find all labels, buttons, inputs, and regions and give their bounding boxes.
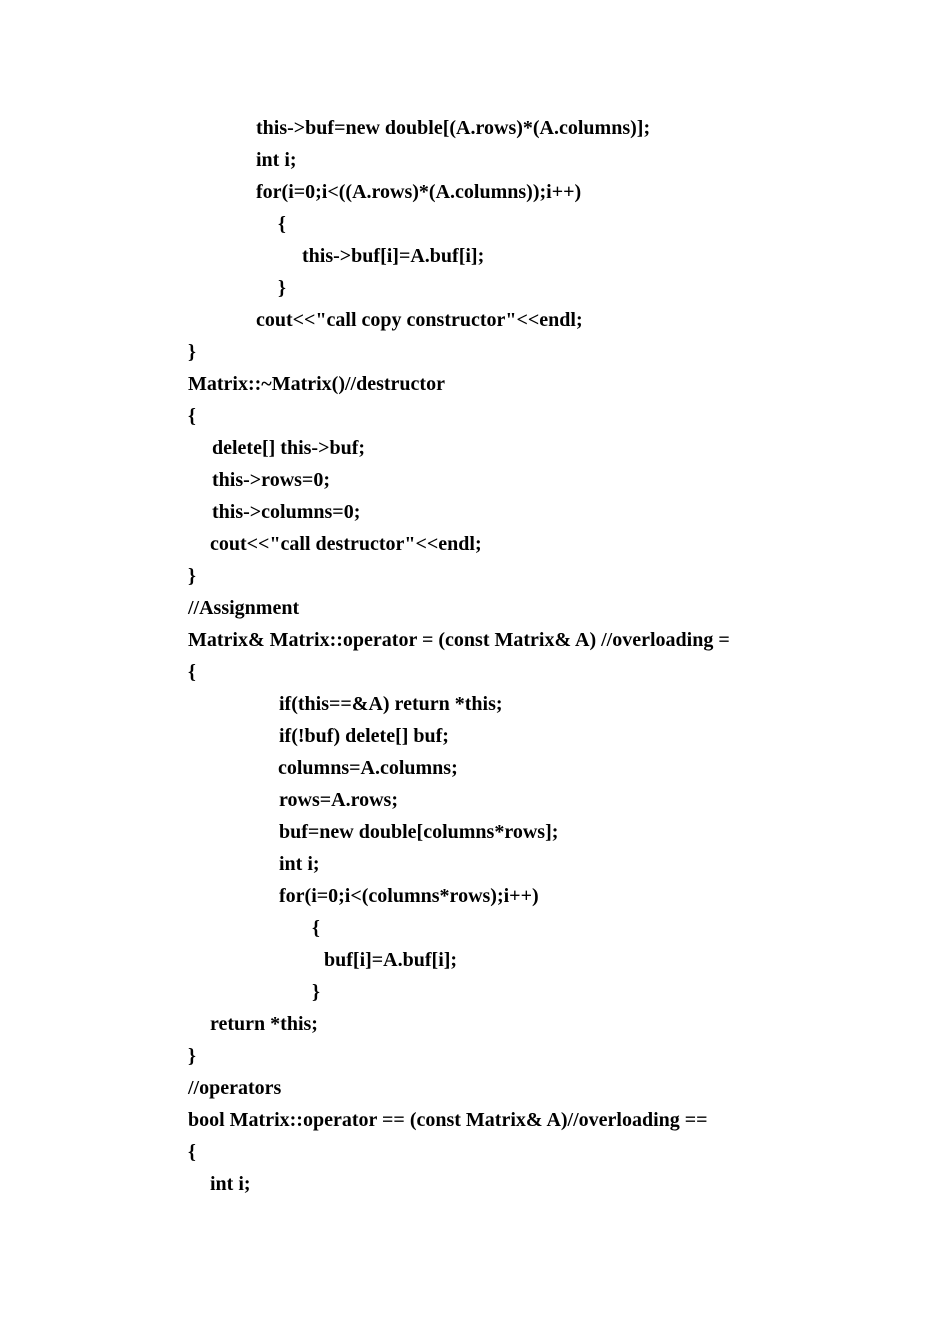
code-line: } [188,1045,196,1067]
code-line: } [278,277,286,299]
code-line: buf=new double[columns*rows]; [279,821,559,843]
code-line: { [312,917,320,939]
code-line: if(!buf) delete[] buf; [279,725,449,747]
code-line: this->buf=new double[(A.rows)*(A.columns)]; [256,117,651,139]
code-line: for(i=0;i<(columns*rows);i++) [279,885,539,907]
code-line: { [188,661,196,683]
code-line: bool Matrix::operator == (const Matrix& A)//overloading == [188,1109,708,1131]
code-line: } [188,341,196,363]
code-line: if(this==&A) return *this; [279,693,503,715]
code-line: return *this; [210,1013,318,1035]
code-line: { [188,405,196,427]
code-line: rows=A.rows; [279,789,398,811]
code-line: this->rows=0; [212,469,330,491]
code-line: columns=A.columns; [278,757,458,779]
code-line: this->buf[i]=A.buf[i]; [302,245,485,267]
code-line: { [278,213,286,235]
code-line: int i; [279,853,320,875]
code-line: Matrix::~Matrix()//destructor [188,373,445,395]
code-line: } [188,565,196,587]
code-line: buf[i]=A.buf[i]; [324,949,458,971]
code-line: //Assignment [188,597,300,619]
code-line: int i; [210,1173,251,1195]
code-line: //operators [188,1077,282,1099]
code-line: cout<<"call destructor"<<endl; [210,533,482,555]
code-line: cout<<"call copy constructor"<<endl; [256,309,583,331]
code-line: delete[] this->buf; [212,437,366,459]
code-line: Matrix& Matrix::operator = (const Matrix& A) //overloading = [188,629,730,651]
code-line: int i; [256,149,297,171]
code-line: for(i=0;i<((A.rows)*(A.columns));i++) [256,181,582,203]
code-line: this->columns=0; [212,501,361,523]
code-line: } [312,981,320,1003]
code-line: { [188,1141,196,1163]
